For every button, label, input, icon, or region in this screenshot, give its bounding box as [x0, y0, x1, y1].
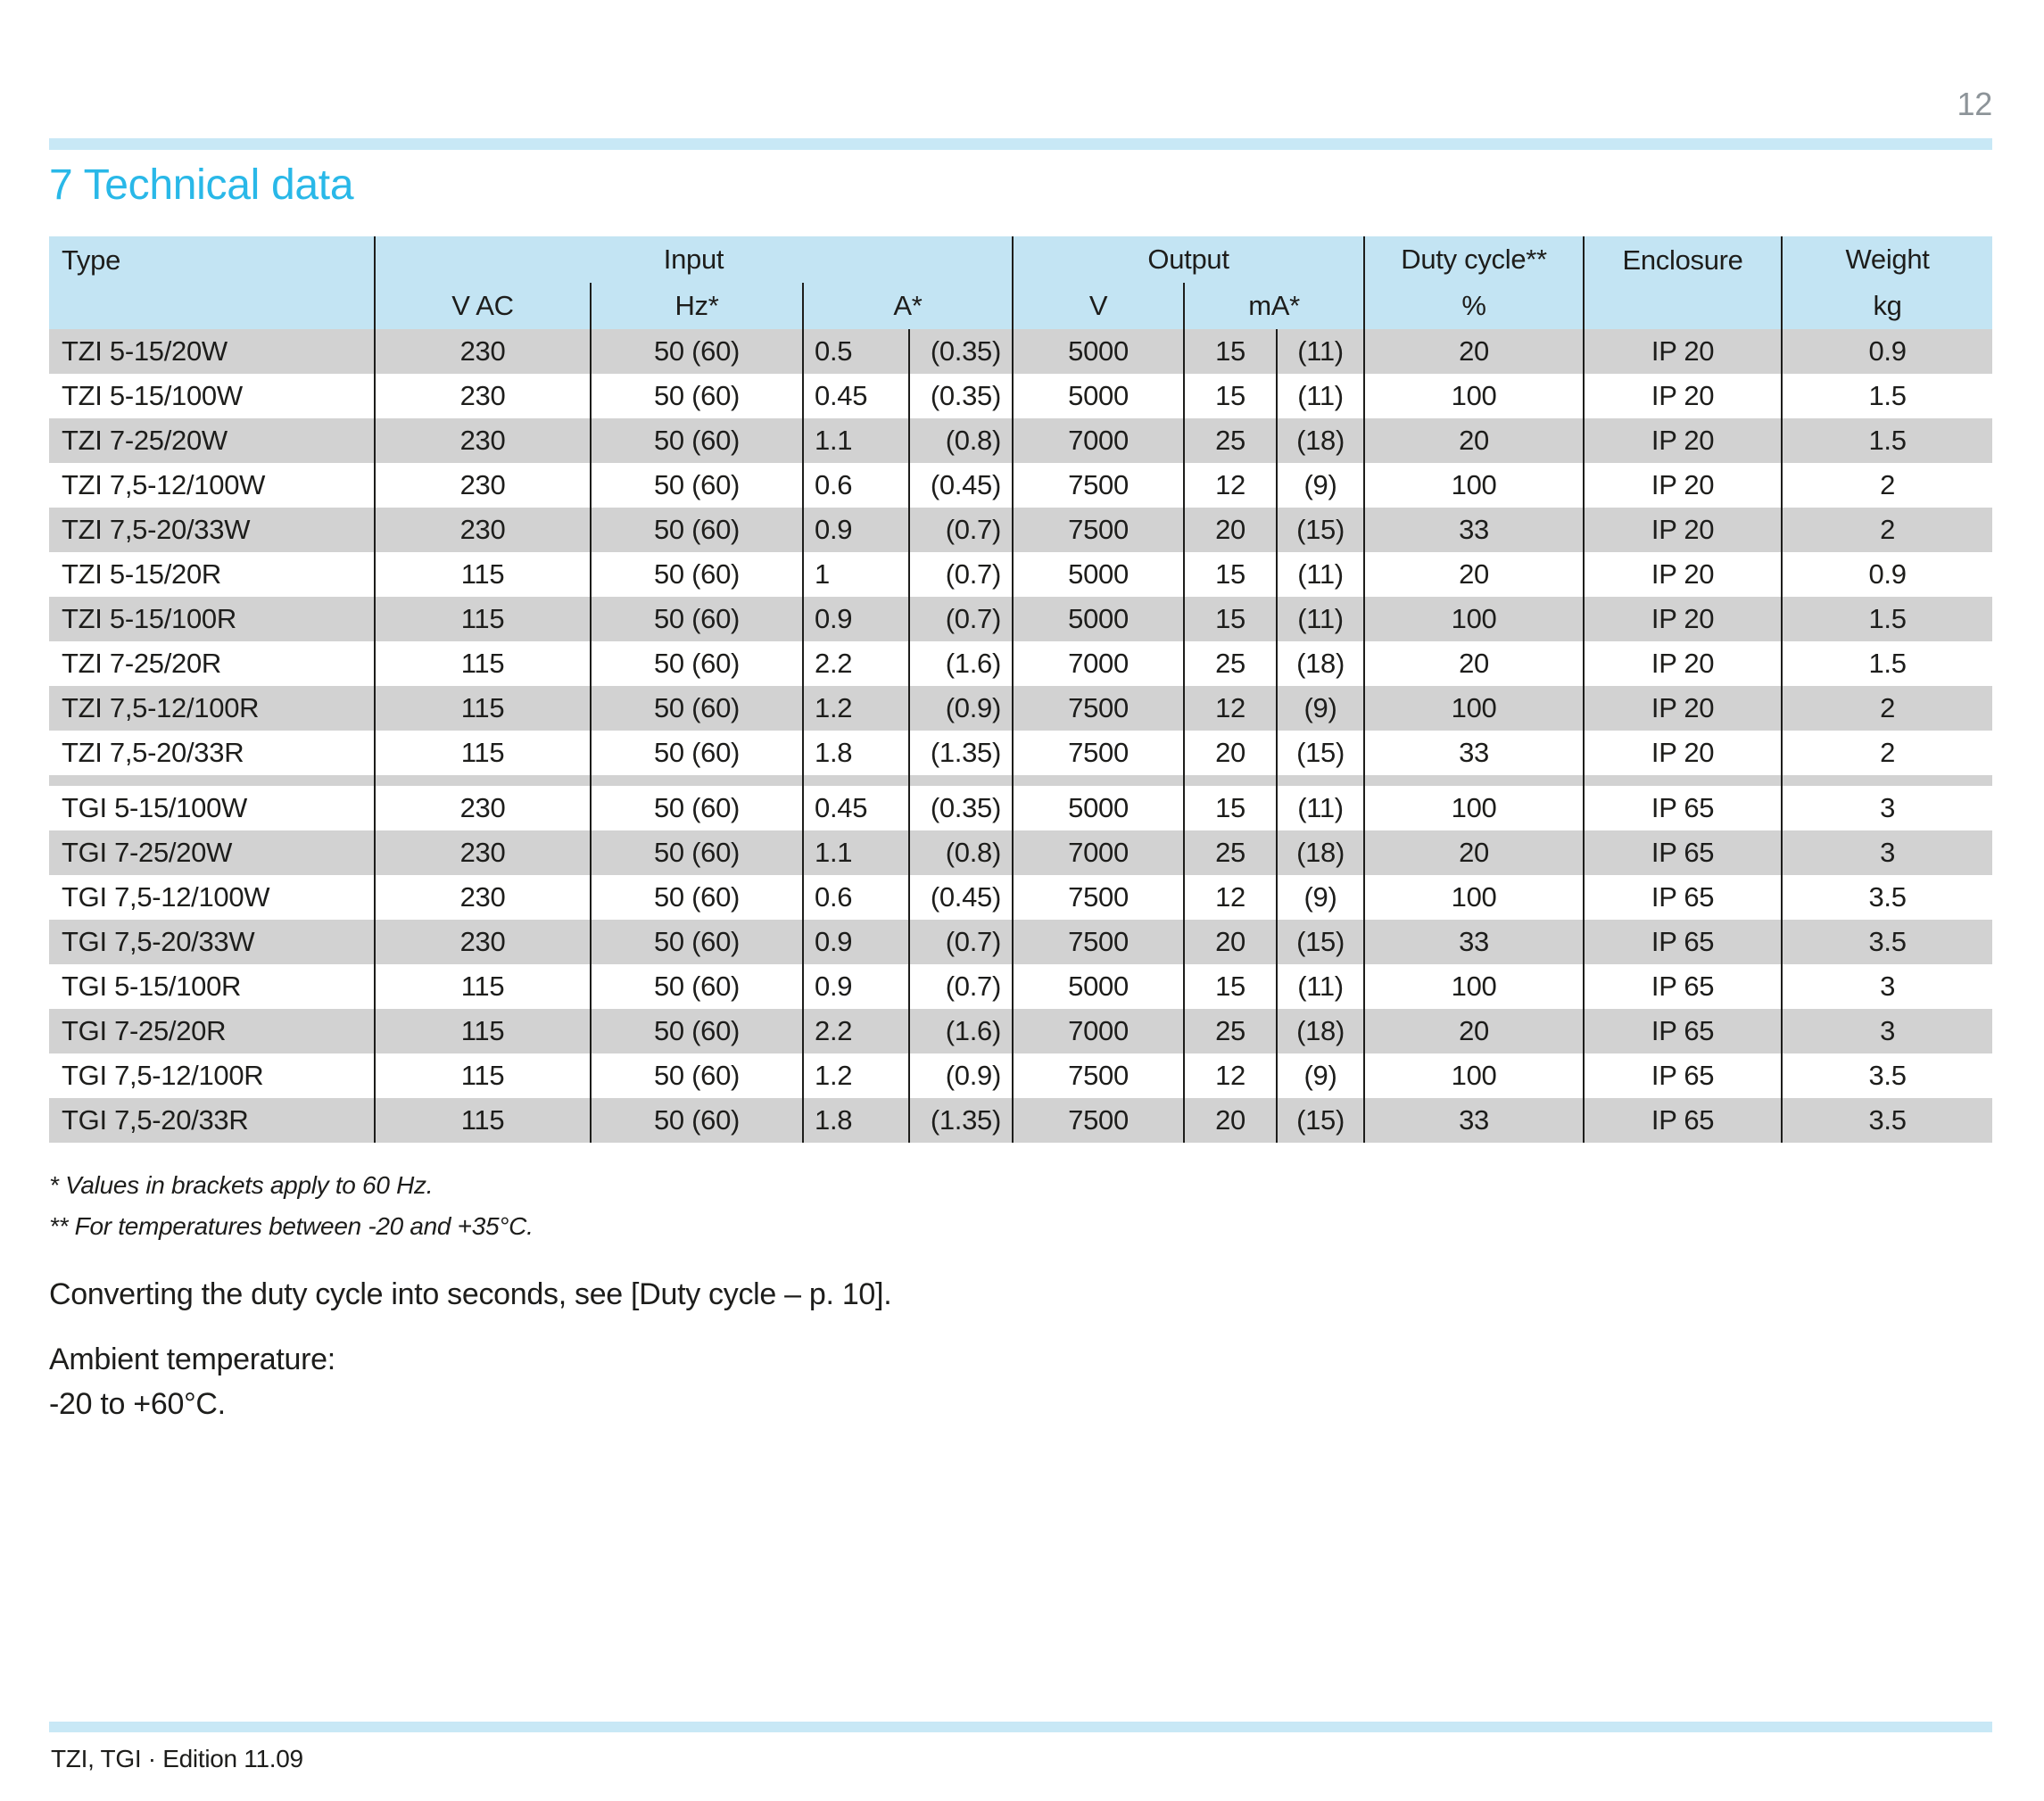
- cell-enc: IP 20: [1584, 329, 1782, 374]
- separator-cell: [1364, 775, 1584, 786]
- cell-vac: 115: [375, 552, 591, 597]
- cell-hz: 50 (60): [591, 964, 803, 1009]
- cell-type: TZI 7,5-20/33W: [49, 508, 375, 552]
- cell-duty: 100: [1364, 875, 1584, 920]
- cell-enc: IP 20: [1584, 463, 1782, 508]
- cell-a: 0.9: [803, 508, 909, 552]
- cell-wt: 1.5: [1868, 425, 1907, 456]
- duty-cycle-note: Converting the duty cycle into seconds, see [Duty cycle – p. 10].: [49, 1277, 892, 1311]
- cell-ma: 20: [1184, 731, 1277, 775]
- cell-a_b: (0.45): [909, 463, 1013, 508]
- cell-vac: 115: [375, 1009, 591, 1053]
- table-row: [49, 920, 1992, 964]
- cell-a: 0.5: [803, 329, 909, 374]
- cell-a: 1.1: [803, 830, 909, 875]
- col-header-hz: Hz*: [591, 283, 803, 329]
- ambient-temperature-label: Ambient temperature:: [49, 1342, 335, 1376]
- separator-cell: [49, 775, 375, 786]
- table-row: [49, 641, 1992, 686]
- cell-vac: 230: [375, 463, 591, 508]
- cell-vac: 115: [375, 686, 591, 731]
- cell-wt: 2: [1880, 737, 1896, 768]
- cell-a: 1.2: [803, 1053, 909, 1098]
- cell-type: TGI 7,5-20/33W: [49, 920, 375, 964]
- cell-a: 0.45: [803, 786, 909, 830]
- cell-ma_b: (9): [1277, 1053, 1364, 1098]
- cell-enc: IP 65: [1584, 786, 1782, 830]
- cell-wt: 3: [1880, 1015, 1896, 1046]
- separator-cell: [909, 775, 1013, 786]
- cell-duty: 100: [1364, 786, 1584, 830]
- cell-a_b: (1.6): [909, 1009, 1013, 1053]
- cell-a: 1: [803, 552, 909, 597]
- footnotes: [49, 1165, 534, 1247]
- cell-enc: IP 20: [1584, 597, 1782, 641]
- cell-v: 7500: [1013, 1053, 1184, 1098]
- body-text: [49, 1277, 891, 1426]
- col-header-v: V: [1013, 283, 1184, 329]
- cell-wt: 3: [1880, 971, 1896, 1002]
- cell-wt: 0.9: [1868, 558, 1907, 590]
- cell-enc: IP 65: [1584, 830, 1782, 875]
- table-row: [49, 552, 1992, 597]
- cell-type: TGI 7,5-12/100W: [49, 875, 375, 920]
- cell-ma: 12: [1184, 875, 1277, 920]
- table-row: [49, 374, 1992, 418]
- cell-ma_b: (11): [1277, 786, 1364, 830]
- cell-enc: IP 20: [1584, 374, 1782, 418]
- cell-ma_b: (18): [1277, 830, 1364, 875]
- cell-a: 0.6: [803, 463, 909, 508]
- cell-wt: 3.5: [1868, 881, 1907, 913]
- cell-ma_b: (15): [1277, 920, 1364, 964]
- cell-wt: 3.5: [1868, 1060, 1907, 1091]
- bottom-rule: [49, 1722, 1992, 1732]
- cell-hz: 50 (60): [591, 329, 803, 374]
- cell-ma_b: (11): [1277, 597, 1364, 641]
- cell-ma: 15: [1184, 552, 1277, 597]
- cell-hz: 50 (60): [591, 418, 803, 463]
- cell-vac: 115: [375, 1098, 591, 1143]
- cell-enc: IP 20: [1584, 641, 1782, 686]
- col-header-enclosure: Enclosure: [1584, 236, 1782, 329]
- cell-ma_b: (11): [1277, 374, 1364, 418]
- cell-wt: 3.5: [1868, 1104, 1907, 1136]
- cell-v: 7500: [1013, 731, 1184, 775]
- cell-a_b: (1.35): [909, 731, 1013, 775]
- cell-duty: 33: [1364, 1098, 1584, 1143]
- cell-enc: IP 65: [1584, 1053, 1782, 1098]
- cell-v: 7500: [1013, 508, 1184, 552]
- cell-vac: 115: [375, 641, 591, 686]
- cell-hz: 50 (60): [591, 641, 803, 686]
- cell-ma_b: (9): [1277, 463, 1364, 508]
- cell-hz: 50 (60): [591, 686, 803, 731]
- cell-a_b: (0.8): [909, 830, 1013, 875]
- table-row: [49, 418, 1992, 463]
- cell-v: 7000: [1013, 641, 1184, 686]
- cell-ma_b: (11): [1277, 964, 1364, 1009]
- cell-ma: 20: [1184, 508, 1277, 552]
- cell-hz: 50 (60): [591, 508, 803, 552]
- cell-ma: 15: [1184, 964, 1277, 1009]
- cell-v: 5000: [1013, 597, 1184, 641]
- cell-enc: IP 65: [1584, 875, 1782, 920]
- cell-ma: 25: [1184, 641, 1277, 686]
- table-row: [49, 731, 1992, 775]
- cell-ma: 15: [1184, 329, 1277, 374]
- cell-hz: 50 (60): [591, 374, 803, 418]
- cell-a_b: (0.9): [909, 686, 1013, 731]
- cell-a: 2.2: [803, 641, 909, 686]
- cell-wt: 2: [1880, 692, 1896, 723]
- col-header-type: Type: [49, 236, 375, 329]
- cell-a_b: (0.7): [909, 597, 1013, 641]
- cell-ma_b: (15): [1277, 1098, 1364, 1143]
- cell-a: 1.2: [803, 686, 909, 731]
- cell-type: TZI 5-15/100W: [49, 374, 375, 418]
- col-header-duty-cycle: Duty cycle**: [1364, 236, 1584, 283]
- cell-vac: 230: [375, 875, 591, 920]
- page-number: 12: [1957, 86, 1992, 122]
- footer-edition: TZI, TGI · Edition 11.09: [51, 1745, 303, 1772]
- cell-vac: 230: [375, 508, 591, 552]
- cell-a_b: (0.35): [909, 374, 1013, 418]
- cell-v: 7500: [1013, 875, 1184, 920]
- table-row: [49, 1009, 1992, 1053]
- cell-enc: IP 20: [1584, 418, 1782, 463]
- cell-duty: 33: [1364, 920, 1584, 964]
- separator-cell: [1277, 775, 1364, 786]
- cell-a: 2.2: [803, 1009, 909, 1053]
- cell-duty: 100: [1364, 1053, 1584, 1098]
- page-title: 7 Technical data: [49, 161, 354, 209]
- table-row: [49, 1098, 1992, 1143]
- cell-ma: 20: [1184, 920, 1277, 964]
- cell-ma_b: (15): [1277, 508, 1364, 552]
- cell-wt: 2: [1880, 514, 1896, 545]
- section-separator-row: [49, 775, 1992, 786]
- separator-cell: [1013, 775, 1184, 786]
- cell-ma: 12: [1184, 686, 1277, 731]
- cell-hz: 50 (60): [591, 731, 803, 775]
- footnote-temperature: ** For temperatures between -20 and +35°C.: [49, 1212, 534, 1240]
- cell-enc: IP 65: [1584, 964, 1782, 1009]
- col-header-ma: mA*: [1184, 283, 1364, 329]
- cell-v: 7500: [1013, 1098, 1184, 1143]
- cell-wt: 1.5: [1868, 648, 1907, 679]
- table-row: [49, 786, 1992, 830]
- cell-enc: IP 20: [1584, 686, 1782, 731]
- cell-vac: 230: [375, 329, 591, 374]
- cell-wt: 3: [1880, 837, 1896, 868]
- cell-duty: 100: [1364, 374, 1584, 418]
- cell-hz: 50 (60): [591, 875, 803, 920]
- cell-ma_b: (9): [1277, 875, 1364, 920]
- cell-a_b: (0.35): [909, 786, 1013, 830]
- cell-a: 1.8: [803, 731, 909, 775]
- cell-hz: 50 (60): [591, 830, 803, 875]
- cell-ma_b: (11): [1277, 329, 1364, 374]
- col-header-weight-unit: kg: [1782, 283, 1992, 329]
- cell-enc: IP 65: [1584, 1009, 1782, 1053]
- cell-hz: 50 (60): [591, 1053, 803, 1098]
- cell-ma: 12: [1184, 463, 1277, 508]
- cell-v: 5000: [1013, 374, 1184, 418]
- separator-cell: [1184, 775, 1277, 786]
- cell-wt: 0.9: [1868, 335, 1907, 367]
- cell-hz: 50 (60): [591, 552, 803, 597]
- cell-v: 7000: [1013, 1009, 1184, 1053]
- top-rule: [49, 138, 1992, 150]
- cell-hz: 50 (60): [591, 786, 803, 830]
- cell-duty: 20: [1364, 552, 1584, 597]
- table-row: [49, 463, 1992, 508]
- footnote-60hz: * Values in brackets apply to 60 Hz.: [49, 1171, 434, 1199]
- cell-a: 0.9: [803, 964, 909, 1009]
- cell-ma_b: (15): [1277, 731, 1364, 775]
- cell-ma_b: (18): [1277, 641, 1364, 686]
- table-body: [49, 329, 1992, 1143]
- cell-vac: 230: [375, 830, 591, 875]
- table-row: [49, 964, 1992, 1009]
- cell-v: 5000: [1013, 786, 1184, 830]
- cell-type: TZI 5-15/20R: [49, 552, 375, 597]
- cell-duty: 20: [1364, 418, 1584, 463]
- cell-wt: 1.5: [1868, 380, 1907, 411]
- cell-v: 7500: [1013, 463, 1184, 508]
- cell-ma: 25: [1184, 418, 1277, 463]
- separator-cell: [1584, 775, 1782, 786]
- cell-ma_b: (18): [1277, 418, 1364, 463]
- cell-a: 1.1: [803, 418, 909, 463]
- cell-enc: IP 65: [1584, 920, 1782, 964]
- cell-a_b: (0.9): [909, 1053, 1013, 1098]
- table-row: [49, 686, 1992, 731]
- cell-a_b: (1.35): [909, 1098, 1013, 1143]
- cell-hz: 50 (60): [591, 920, 803, 964]
- cell-enc: IP 20: [1584, 508, 1782, 552]
- cell-duty: 100: [1364, 463, 1584, 508]
- cell-type: TGI 7-25/20W: [49, 830, 375, 875]
- cell-duty: 20: [1364, 830, 1584, 875]
- cell-type: TZI 7,5-20/33R: [49, 731, 375, 775]
- cell-ma: 12: [1184, 1053, 1277, 1098]
- cell-type: TZI 7-25/20R: [49, 641, 375, 686]
- separator-cell: [1782, 775, 1992, 786]
- cell-ma: 20: [1184, 1098, 1277, 1143]
- cell-a_b: (0.8): [909, 418, 1013, 463]
- separator-cell: [591, 775, 803, 786]
- cell-ma: 15: [1184, 786, 1277, 830]
- cell-hz: 50 (60): [591, 1009, 803, 1053]
- cell-type: TGI 5-15/100R: [49, 964, 375, 1009]
- cell-a_b: (1.6): [909, 641, 1013, 686]
- cell-v: 7000: [1013, 418, 1184, 463]
- cell-type: TGI 7,5-12/100R: [49, 1053, 375, 1098]
- cell-ma: 15: [1184, 374, 1277, 418]
- cell-a: 1.8: [803, 1098, 909, 1143]
- cell-type: TGI 7-25/20R: [49, 1009, 375, 1053]
- cell-duty: 20: [1364, 641, 1584, 686]
- cell-vac: 115: [375, 597, 591, 641]
- cell-type: TZI 5-15/20W: [49, 329, 375, 374]
- cell-a: 0.6: [803, 875, 909, 920]
- cell-a_b: (0.45): [909, 875, 1013, 920]
- cell-a: 0.45: [803, 374, 909, 418]
- cell-hz: 50 (60): [591, 1098, 803, 1143]
- cell-v: 5000: [1013, 964, 1184, 1009]
- separator-cell: [375, 775, 591, 786]
- cell-vac: 230: [375, 418, 591, 463]
- cell-duty: 100: [1364, 597, 1584, 641]
- table-row: [49, 830, 1992, 875]
- table-row: [49, 508, 1992, 552]
- cell-v: 5000: [1013, 329, 1184, 374]
- cell-v: 7500: [1013, 686, 1184, 731]
- table-row: [49, 597, 1992, 641]
- col-header-duty-unit: %: [1364, 283, 1584, 329]
- cell-type: TGI 5-15/100W: [49, 786, 375, 830]
- table-header: [49, 236, 1992, 329]
- cell-duty: 100: [1364, 964, 1584, 1009]
- cell-type: TZI 7,5-12/100W: [49, 463, 375, 508]
- cell-vac: 115: [375, 964, 591, 1009]
- table-row: [49, 1053, 1992, 1098]
- cell-duty: 20: [1364, 1009, 1584, 1053]
- col-header-weight: Weight: [1782, 236, 1992, 283]
- technical-data-table: [49, 236, 1992, 1143]
- cell-ma_b: (18): [1277, 1009, 1364, 1053]
- table-row: [49, 875, 1992, 920]
- cell-duty: 33: [1364, 731, 1584, 775]
- table-row: [49, 329, 1992, 374]
- cell-vac: 230: [375, 374, 591, 418]
- cell-a_b: (0.7): [909, 552, 1013, 597]
- cell-ma: 25: [1184, 1009, 1277, 1053]
- cell-enc: IP 20: [1584, 552, 1782, 597]
- cell-duty: 33: [1364, 508, 1584, 552]
- col-group-input: Input: [375, 236, 1013, 283]
- cell-a_b: (0.35): [909, 329, 1013, 374]
- col-header-a: A*: [803, 283, 1013, 329]
- cell-ma: 15: [1184, 597, 1277, 641]
- col-group-output: Output: [1013, 236, 1364, 283]
- cell-enc: IP 65: [1584, 1098, 1782, 1143]
- cell-ma_b: (11): [1277, 552, 1364, 597]
- cell-v: 7500: [1013, 920, 1184, 964]
- cell-a: 0.9: [803, 597, 909, 641]
- cell-duty: 20: [1364, 329, 1584, 374]
- cell-v: 5000: [1013, 552, 1184, 597]
- cell-type: TZI 5-15/100R: [49, 597, 375, 641]
- cell-wt: 3.5: [1868, 926, 1907, 957]
- cell-type: TZI 7-25/20W: [49, 418, 375, 463]
- cell-vac: 115: [375, 731, 591, 775]
- cell-hz: 50 (60): [591, 597, 803, 641]
- separator-cell: [803, 775, 909, 786]
- cell-wt: 1.5: [1868, 603, 1907, 634]
- cell-v: 7000: [1013, 830, 1184, 875]
- cell-a_b: (0.7): [909, 920, 1013, 964]
- cell-wt: 3: [1880, 792, 1896, 823]
- cell-ma_b: (9): [1277, 686, 1364, 731]
- cell-a_b: (0.7): [909, 508, 1013, 552]
- cell-duty: 100: [1364, 686, 1584, 731]
- cell-a: 0.9: [803, 920, 909, 964]
- ambient-temperature-range: -20 to +60°C.: [49, 1387, 226, 1421]
- cell-type: TGI 7,5-20/33R: [49, 1098, 375, 1143]
- cell-type: TZI 7,5-12/100R: [49, 686, 375, 731]
- cell-wt: 2: [1880, 469, 1896, 500]
- cell-a_b: (0.7): [909, 964, 1013, 1009]
- cell-vac: 230: [375, 920, 591, 964]
- col-header-vac: V AC: [375, 283, 591, 329]
- cell-enc: IP 20: [1584, 731, 1782, 775]
- cell-vac: 230: [375, 786, 591, 830]
- cell-hz: 50 (60): [591, 463, 803, 508]
- cell-ma: 25: [1184, 830, 1277, 875]
- cell-vac: 115: [375, 1053, 591, 1098]
